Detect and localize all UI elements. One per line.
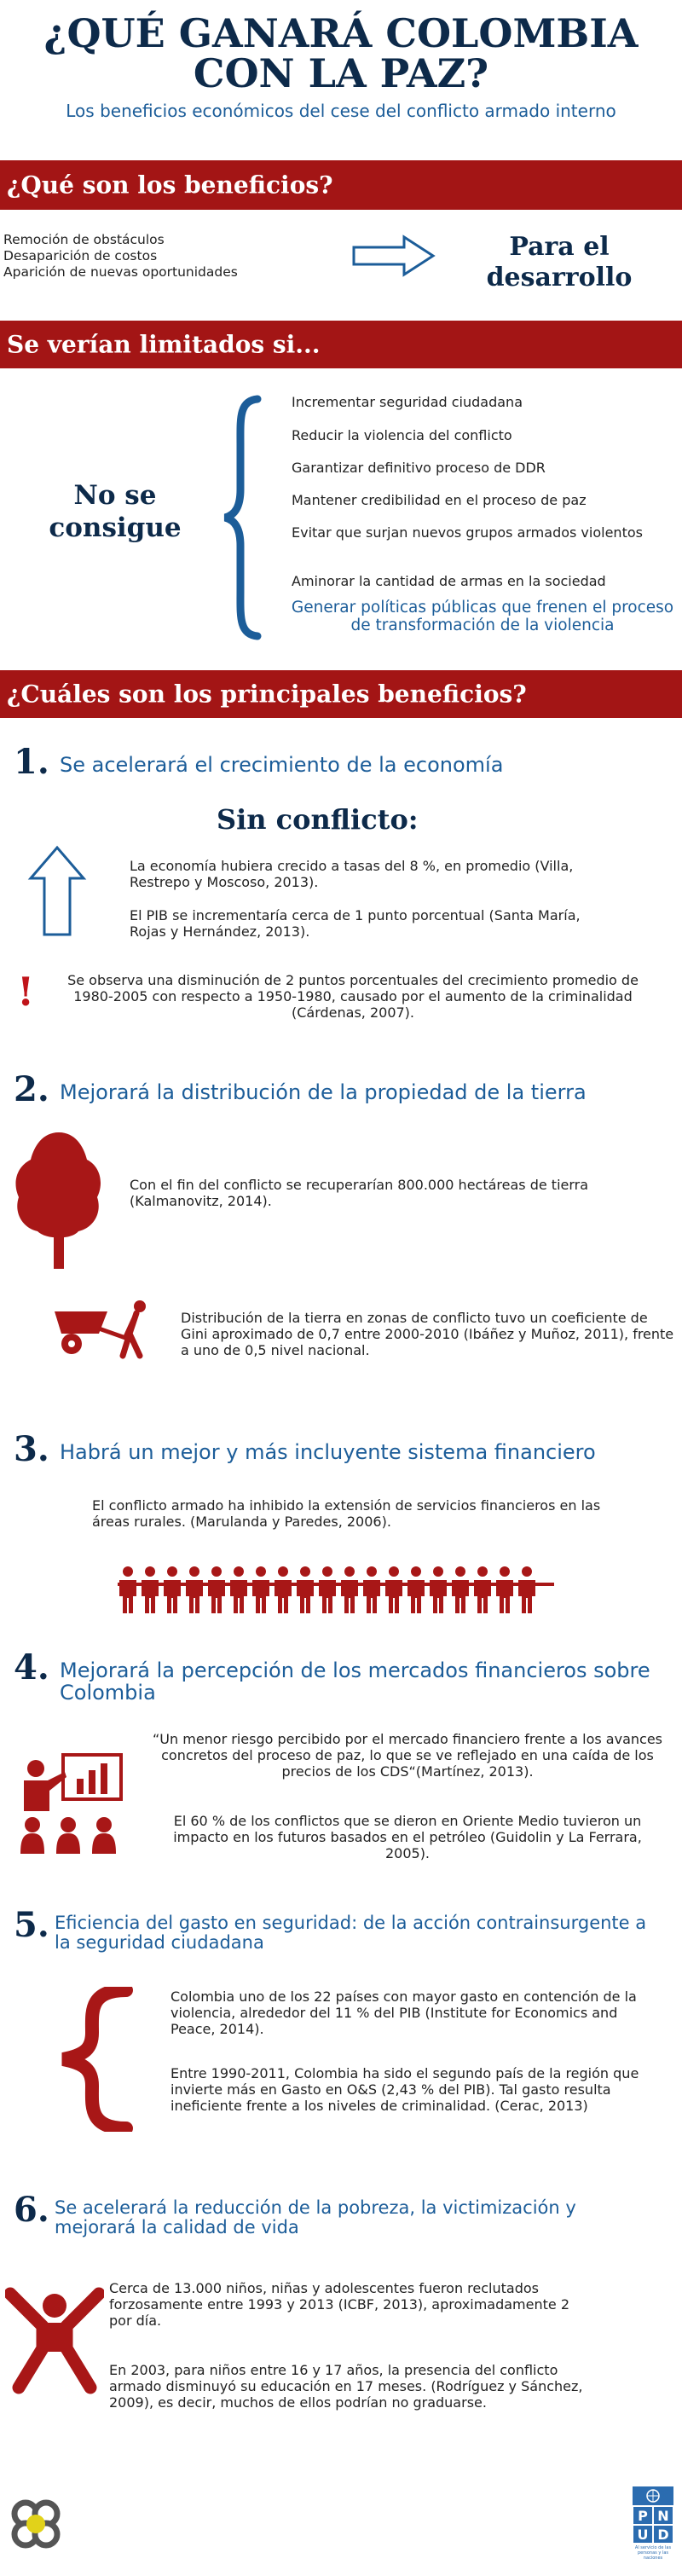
section-title: Eficiencia del gasto en seguridad: de la acción contrainsurgente a la seguridad ciudadana — [55, 1913, 647, 1953]
undp-caption: Al servicio de las personas y las naciones — [634, 2545, 672, 2561]
tree-icon — [12, 1127, 106, 1271]
curly-brace-icon — [220, 394, 263, 641]
section-title: Se acelerará la reducción de la pobreza, la victimización y mejorará la calidad de vida — [55, 2197, 576, 2237]
section-number: 3. — [14, 1429, 49, 1469]
gini-paragraph: Distribución de la tierra en zonas de conflicto tuvo un coeficiente de Gini aproximado de 0,7 entre 2000-2010 (Ibáñez y Muñoz, 2011), frente a uno de 0,5 nivel nacional. — [181, 1310, 674, 1358]
main-benefits-band — [0, 670, 682, 718]
land-paragraph: Con el fin del conflicto se recuperarían 800.000 hectáreas de tierra (Kalmanovitz, 2014). — [130, 1177, 589, 1209]
oil-paragraph: El 60 % de los conflictos que se dieron en Oriente Medio tuvieron un impacto en los futuros basados en el petróleo (Guidolin y La Ferrara, 2005). — [173, 1813, 642, 1861]
un-emblem-icon — [633, 2486, 673, 2505]
flower-logo-icon — [7, 2495, 65, 2553]
section-number: 1. — [14, 742, 49, 782]
presentation-icon — [15, 1750, 126, 1857]
page-title: ¿QUÉ GANARÁ COLOMBIA CON LA PAZ? — [43, 10, 639, 96]
wheelbarrow-icon — [51, 1300, 162, 1359]
section-number: 6. — [14, 2190, 49, 2230]
undp-logo — [633, 2486, 673, 2561]
section-title: Habrá un mejor y más incluyente sistema financiero — [60, 1440, 596, 1464]
limited-item: Incrementar seguridad ciudadana — [292, 394, 523, 410]
limited-heading: Se verían limitados si... — [7, 330, 321, 359]
section-number: 4. — [14, 1647, 49, 1687]
section-title: Mejorará la percepción de los mercados financieros sobre Colombia — [60, 1658, 650, 1705]
sin-conflicto-heading: Sin conflicto: — [217, 803, 419, 836]
benefit-item: Desaparición de costos — [3, 248, 158, 263]
development-label: Para el desarrollo — [486, 232, 633, 292]
benefit-item: Remoción de obstáculos — [3, 232, 165, 247]
section-title: Mejorará la distribución de la propiedad de la tierra — [60, 1080, 587, 1104]
limited-item: Aminorar la cantidad de armas en la sociedad — [292, 573, 606, 589]
growth-paragraph: La economía hubiera crecido a tasas del 8 %, en promedio (Villa, Restrepo y Moscoso, 2013). — [130, 858, 574, 890]
limited-item: Garantizar definitivo proceso de DDR — [292, 460, 546, 476]
limited-item: Evitar que surjan nuevos grupos armados violentos — [292, 524, 643, 541]
undp-letters — [633, 2506, 673, 2544]
exclamation-mark: ! — [17, 969, 35, 1015]
cds-paragraph: “Un menor riesgo percibido por el mercado financiero frente a los avances concretos del proceso de paz, lo que se ve reflejado en una caída de los precios de los CDS“(Martínez, 2013). — [153, 1731, 662, 1780]
limited-band — [0, 321, 682, 368]
page-subtitle: Los beneficios económicos del cese del conflicto armado interno — [66, 101, 616, 121]
section-number: 5. — [14, 1905, 49, 1945]
benefits-intro-heading: ¿Qué son los beneficios? — [7, 171, 333, 200]
criminality-paragraph: Se observa una disminución de 2 puntos porcentuales del crecimiento promedio de 1980-2005 con respecto a 1950-1980, causado por el aumento de la criminalidad (Cárdenas, 2007). — [67, 972, 639, 1021]
recruitment-paragraph: Cerca de 13.000 niños, niñas y adolescentes fueron reclutados forzosamente entre 1993 y 2013 (ICBF, 2013), aproximadamente 2 por día. — [109, 2280, 569, 2329]
right-arrow-icon — [351, 234, 436, 278]
benefit-item: Aparición de nuevas oportunidades — [3, 264, 238, 280]
undp-letter: U — [633, 2525, 653, 2544]
limited-item: Reducir la violencia del conflicto — [292, 427, 512, 443]
violence-spend-paragraph: Colombia uno de los 22 países con mayor gasto en contención de la violencia, alrededor del 11 % del PIB (Institute for Economics and Peace, 2014). — [170, 1988, 637, 2037]
no-consigue-label: No se consigue — [49, 480, 182, 543]
limited-highlight: Generar políticas públicas que frenen el proceso de transformación de la violencia — [291, 599, 674, 634]
benefits-intro-band — [0, 160, 682, 210]
people-row-icon — [118, 1566, 554, 1615]
benefits-list — [3, 232, 327, 281]
up-arrow-icon — [27, 844, 87, 938]
limited-item: Mantener credibilidad en el proceso de paz — [292, 492, 587, 508]
undp-letter: P — [633, 2506, 653, 2525]
education-paragraph: En 2003, para niños entre 16 y 17 años, la presencia del conflicto armado disminuyó su educación en 17 meses. (Rodríguez y Sánchez, 2009), es decir, muchos de ellos podrían no graduarse. — [109, 2362, 583, 2411]
undp-letter: N — [653, 2506, 673, 2525]
financial-paragraph: El conflicto armado ha inhibido la extensión de servicios financieros en las áreas rurales. (Marulanda y Paredes, 2006). — [92, 1497, 601, 1530]
victim-figure-icon — [5, 2287, 104, 2394]
main-benefits-heading: ¿Cuáles son los principales beneficios? — [7, 680, 527, 709]
pib-paragraph: El PIB se incrementaría cerca de 1 punto porcentual (Santa María, Rojas y Hernández, 2013). — [130, 907, 581, 940]
red-brace-icon — [51, 1987, 136, 2132]
undp-letter: D — [653, 2525, 673, 2544]
security-spend-paragraph: Entre 1990-2011, Colombia ha sido el segundo país de la región que invierte más en Gasto en O&S (2,43 % del PIB). Tal gasto resulta ineficiente frente a los niveles de criminalidad. (Cerac, 2013) — [170, 2065, 639, 2114]
section-number: 2. — [14, 1069, 49, 1109]
section-title: Se acelerará el crecimiento de la economía — [60, 753, 504, 777]
